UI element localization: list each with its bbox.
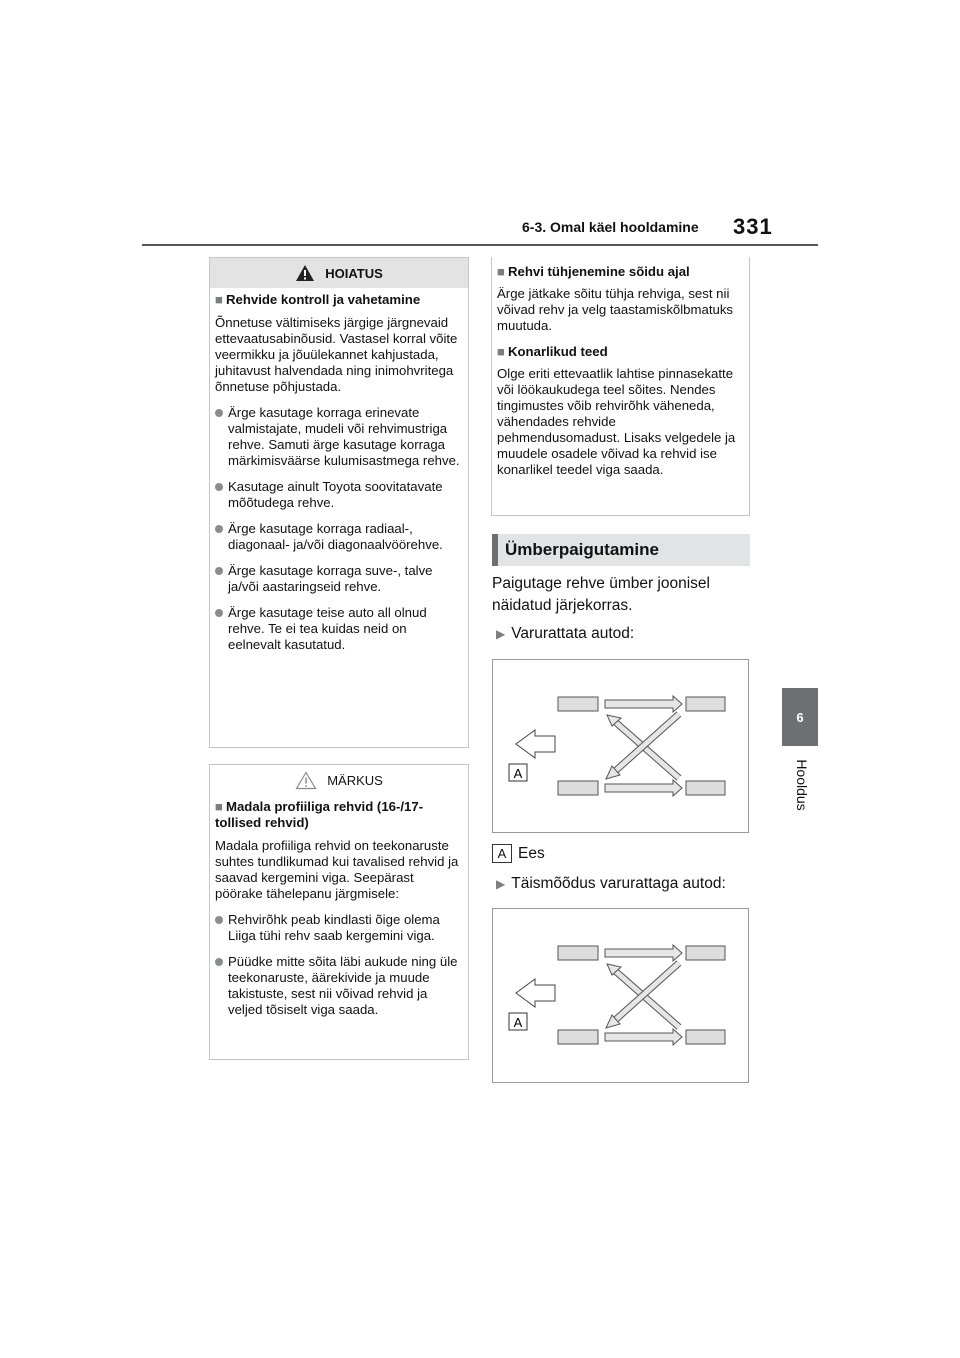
notice-bullet: Püüdke mitte sõita läbi aukude ning üle teekonaruste, äärekivide ja muude takistuste, sest nii võivad rehvid ja veljed tõsiselt viga saada.: [215, 954, 461, 1018]
warning-bullet: Ärge kasutage korraga suve-, talve ja/või aastaringseid rehve.: [215, 563, 461, 595]
tire-rear-left: [558, 781, 598, 795]
square-bullet-icon: ■: [215, 799, 223, 814]
continued-box: [491, 257, 750, 516]
warning-icon: [295, 264, 315, 282]
header-rule: [142, 244, 818, 246]
tire-front-left: [558, 697, 598, 711]
rough-road-heading: ■ Konarlikud teed: [497, 344, 608, 359]
notice-intro: Madala profiiliga rehvid on teekonaruste suhtes tundlikumad kui tavalised rehvid ja saavad kergemini viga. Seepärast pöörake tähelepanu järgmisele:: [215, 838, 459, 901]
arrow-rear: [605, 780, 682, 796]
front-direction-arrow: [516, 979, 555, 1007]
rotation-section-title: Ümberpaigutamine: [492, 534, 750, 566]
front-direction-arrow: [516, 730, 555, 758]
square-bullet-icon: ■: [497, 264, 505, 279]
arrow-rear: [605, 1029, 682, 1045]
tire-rear-left: [558, 1030, 598, 1044]
legend-key: A: [492, 844, 512, 863]
diagram-label: A: [513, 1015, 523, 1030]
notice-header: [210, 765, 468, 795]
caution-icon: [295, 771, 317, 790]
warning-bullet: Ärge kasutage korraga erinevate valmistajate, mudeli või rehvimustriga rehve. Samuti ärge kasutage korraga märkimisväärse kulumisastmega rehve.: [215, 405, 461, 469]
warning-bullet: Ärge kasutage teise auto all olnud rehve. Te ei tea kuidas neid on eelnevalt kasutatud.: [215, 605, 461, 653]
tire-front-right: [686, 946, 725, 960]
arrow-front: [605, 696, 682, 712]
triangle-bullet-icon: ▶: [496, 877, 506, 891]
flat-tire-heading: ■ Rehvi tühjenemine sõidu ajal: [497, 264, 690, 279]
warning-bullet: Ärge kasutage korraga radiaal-, diagonaal- ja/või diagonaalvöörehve.: [215, 521, 461, 553]
warning-intro: Õnnetuse vältimiseks järgige järgnevaid ettevaatusabinõusid. Vastasel korral võite veermikku ja jõuülekannet kahjustada, juhitavust halvendada ning inimohvritega õnnetuse põhjustada.: [215, 315, 458, 394]
square-bullet-icon: ■: [215, 292, 223, 307]
tire-rear-right: [686, 1030, 725, 1044]
flat-tire-text: Ärge jätkake sõitu tühja rehviga, sest nii võivad rehv ja velg taastamiskõlbmatuks muutuda.: [497, 286, 734, 333]
section-title: 6-3. Omal käel hooldamine: [522, 219, 699, 235]
chapter-tab: [782, 688, 818, 746]
diagram-label: A: [513, 766, 523, 781]
warning-box: [209, 257, 469, 748]
legend-text: Ees: [518, 845, 545, 862]
rough-road-text: Olge eriti ettevaatlik lahtise pinnasekatte või löökaukudega teel sõites. Nendes tingimustes võib rehvirõhk väheneda, vähendades rehvide pehmendusomadust. Lisaks velgedele ja muudele osadele võivad ka rehvid ise konarlikel teedel viga saada.: [497, 366, 736, 477]
warning-header: [210, 258, 468, 288]
legend: [492, 843, 545, 865]
notice-heading: ■ Madala profiiliga rehvid (16-/17-tollised rehvid): [215, 799, 424, 830]
rotation-intro: Paigutage rehve ümber joonisel näidatud järjekorras.: [492, 575, 710, 614]
case-no-spare: ▶ Varurattata autod:: [496, 625, 635, 642]
arrow-front: [605, 945, 682, 961]
notice-title: MÄRKUS: [327, 772, 383, 788]
notice-box: [209, 764, 469, 1060]
tire-front-right: [686, 697, 725, 711]
warning-bullet: Kasutage ainult Toyota soovitatavate mõõtudega rehve.: [215, 479, 461, 511]
tire-front-left: [558, 946, 598, 960]
page-number: 331: [733, 214, 773, 239]
rotation-diagram: [492, 659, 749, 833]
chapter-label: Hooldus: [794, 759, 810, 811]
square-bullet-icon: ■: [497, 344, 505, 359]
warning-heading: ■ Rehvide kontroll ja vahetamine: [215, 292, 421, 307]
chapter-number: 6: [796, 709, 804, 725]
tire-rear-right: [686, 781, 725, 795]
triangle-bullet-icon: ▶: [496, 627, 506, 641]
notice-bullet: Rehvirõhk peab kindlasti õige olema Liiga tühi rehv saab kergemini viga.: [215, 912, 461, 944]
rotation-diagram: [492, 908, 749, 1083]
case-full-spare: ▶ Täismõõdus varurattaga autod:: [496, 875, 726, 892]
warning-title: HOIATUS: [325, 265, 383, 281]
